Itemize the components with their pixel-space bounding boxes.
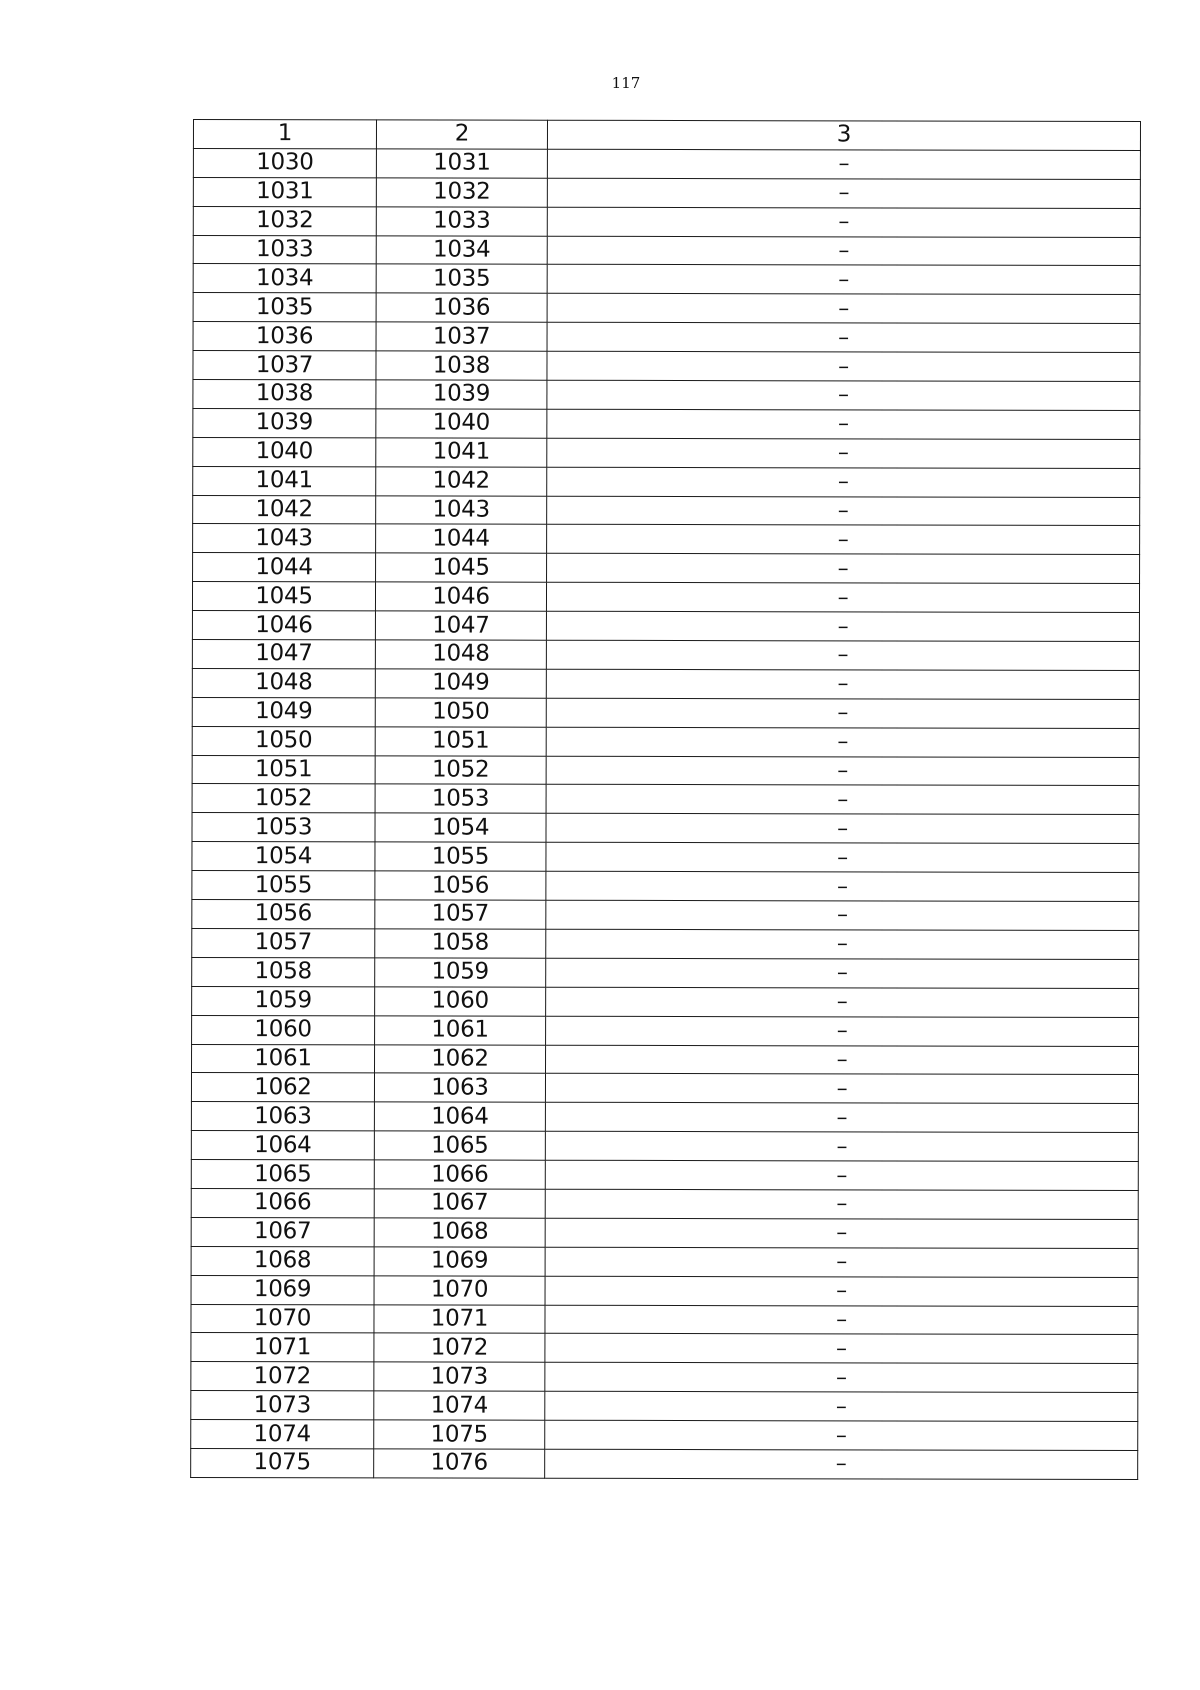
table-cell: – xyxy=(546,582,1139,612)
table-cell: 1070 xyxy=(191,1304,374,1333)
table-row xyxy=(193,322,1140,353)
table-cell: 1063 xyxy=(374,1073,545,1102)
table-cell: 1048 xyxy=(192,668,375,697)
table-cell: 1057 xyxy=(375,900,546,929)
table-row xyxy=(193,380,1140,411)
table-cell: 1030 xyxy=(193,148,376,177)
table-cell: 1064 xyxy=(374,1102,545,1131)
table-cell: 1045 xyxy=(192,582,375,611)
table-cell: – xyxy=(545,1305,1138,1335)
table-cell: – xyxy=(545,1334,1138,1364)
table-row xyxy=(192,697,1139,728)
table-cell: 1070 xyxy=(374,1276,545,1305)
table-cell: 1071 xyxy=(191,1333,374,1362)
table-row xyxy=(192,1015,1139,1046)
table-cell: 1059 xyxy=(192,986,375,1015)
table-cell: – xyxy=(547,467,1140,497)
table-cell: – xyxy=(545,1103,1138,1133)
table-row xyxy=(192,611,1139,642)
table-cell: – xyxy=(547,438,1140,468)
table-cell: 1031 xyxy=(193,177,376,206)
table-cell: – xyxy=(547,149,1140,179)
table-cell: 1046 xyxy=(375,582,546,611)
table-cell: 1069 xyxy=(374,1247,545,1276)
table-cell: 1059 xyxy=(375,958,546,987)
table-cell: – xyxy=(547,322,1140,352)
table-row xyxy=(192,957,1139,988)
table-cell: – xyxy=(547,294,1140,324)
table-cell: – xyxy=(545,1160,1138,1190)
table-cell: 1074 xyxy=(191,1420,374,1449)
table-cell: 1038 xyxy=(376,351,547,380)
table-cell: – xyxy=(546,900,1139,930)
table-row xyxy=(193,293,1140,324)
table-cell: 1053 xyxy=(375,784,546,813)
table-cell: – xyxy=(545,1074,1138,1104)
table-row xyxy=(193,437,1140,468)
table-cell: 1053 xyxy=(192,813,375,842)
table-cell: – xyxy=(546,843,1139,873)
table-cell: 1066 xyxy=(374,1160,545,1189)
table-cell: – xyxy=(546,669,1139,699)
table-cell: 1063 xyxy=(191,1102,374,1131)
table-cell: 1034 xyxy=(193,264,376,293)
table-row xyxy=(192,1044,1139,1075)
table-cell: 1036 xyxy=(376,293,547,322)
table-cell: 1051 xyxy=(192,755,375,784)
table-cell: 1039 xyxy=(376,380,547,409)
table-cell: 1036 xyxy=(193,322,376,351)
table-cell: 1052 xyxy=(375,755,546,784)
table-row xyxy=(191,1304,1138,1335)
table-cell: – xyxy=(545,1218,1138,1248)
table-row xyxy=(193,408,1140,439)
table-cell: 1033 xyxy=(193,235,376,264)
table-cell: 1044 xyxy=(193,553,376,582)
table-cell: 1041 xyxy=(376,438,547,467)
table-cell: 1064 xyxy=(191,1131,374,1160)
table-cell: – xyxy=(547,496,1140,526)
table-cell: – xyxy=(547,351,1140,381)
table-cell: 1065 xyxy=(374,1131,545,1160)
table-cell: – xyxy=(545,1420,1138,1450)
table-cell: – xyxy=(546,814,1139,844)
table-cell: – xyxy=(545,1276,1138,1306)
table-row xyxy=(191,1275,1138,1306)
table-cell: 1060 xyxy=(192,1015,375,1044)
table-cell: 1044 xyxy=(376,524,547,553)
table-cell: – xyxy=(545,1131,1138,1161)
table-row xyxy=(193,466,1140,497)
column-header: 3 xyxy=(547,120,1140,150)
table-cell: 1068 xyxy=(374,1218,545,1247)
table-row xyxy=(192,871,1139,902)
table-cell: 1076 xyxy=(374,1449,545,1478)
table-cell: 1060 xyxy=(375,987,546,1016)
table-row xyxy=(192,928,1139,959)
table-cell: – xyxy=(546,611,1139,641)
table-cell: 1032 xyxy=(376,178,547,207)
table-cell: – xyxy=(547,525,1140,555)
table-cell: – xyxy=(547,380,1140,410)
table-cell: 1041 xyxy=(193,466,376,495)
table-cell: – xyxy=(546,756,1139,786)
table-cell: – xyxy=(545,1391,1138,1421)
table-cell: 1057 xyxy=(192,928,375,957)
table-cell: 1049 xyxy=(375,669,546,698)
table-cell: 1061 xyxy=(192,1044,375,1073)
table-cell: 1069 xyxy=(191,1275,374,1304)
table-row xyxy=(191,1131,1138,1162)
table-cell: 1058 xyxy=(375,929,546,958)
table-cell: – xyxy=(547,554,1140,584)
table-cell: – xyxy=(546,871,1139,901)
table-cell: 1055 xyxy=(192,871,375,900)
table-cell: 1074 xyxy=(374,1391,545,1420)
table-cell: 1068 xyxy=(191,1246,374,1275)
table-row xyxy=(191,1362,1138,1393)
table-cell: – xyxy=(545,1363,1138,1393)
table-cell: – xyxy=(546,987,1139,1017)
table-cell: – xyxy=(545,1189,1138,1219)
table-cell: 1040 xyxy=(193,437,376,466)
table-cell: – xyxy=(545,1247,1138,1277)
table-row xyxy=(193,177,1140,208)
table-cell: 1038 xyxy=(193,380,376,409)
table-cell: – xyxy=(546,1045,1139,1075)
table-cell: 1033 xyxy=(376,207,547,236)
table-cell: 1065 xyxy=(191,1160,374,1189)
table-cell: 1054 xyxy=(192,842,375,871)
table-cell: 1046 xyxy=(192,611,375,640)
table-cell: 1031 xyxy=(376,149,547,178)
table-cell: 1072 xyxy=(191,1362,374,1391)
table-cell: 1071 xyxy=(374,1304,545,1333)
table-row xyxy=(191,1102,1138,1133)
table-cell: – xyxy=(547,409,1140,439)
table-row xyxy=(192,582,1139,613)
table-row xyxy=(192,755,1139,786)
table-cell: 1075 xyxy=(374,1420,545,1449)
table-cell: – xyxy=(547,236,1140,266)
table-cell: 1056 xyxy=(375,871,546,900)
column-header: 1 xyxy=(193,120,376,149)
table-cell: – xyxy=(547,178,1140,208)
table-cell: 1035 xyxy=(193,293,376,322)
table-cell: – xyxy=(546,929,1139,959)
table-row xyxy=(191,1217,1138,1248)
table-cell: 1062 xyxy=(191,1073,374,1102)
table-cell: 1054 xyxy=(375,813,546,842)
table-cell: – xyxy=(546,958,1139,988)
table-row xyxy=(193,553,1140,584)
table-cell: 1052 xyxy=(192,784,375,813)
table-cell: 1035 xyxy=(376,264,547,293)
table-row xyxy=(193,351,1140,382)
table-row xyxy=(191,1160,1138,1191)
table-cell: 1040 xyxy=(376,409,547,438)
table-cell: 1049 xyxy=(192,697,375,726)
table-cell: – xyxy=(546,640,1139,670)
table-row xyxy=(191,1391,1138,1422)
table-cell: 1043 xyxy=(193,524,376,553)
table-row xyxy=(192,640,1139,671)
table-row xyxy=(191,1448,1138,1479)
table-cell: 1034 xyxy=(376,235,547,264)
table-cell: 1042 xyxy=(376,467,547,496)
table-cell: 1058 xyxy=(192,957,375,986)
data-table xyxy=(190,119,1141,1480)
table-row xyxy=(191,1420,1138,1451)
table-cell: 1050 xyxy=(192,726,375,755)
table-cell: 1067 xyxy=(191,1217,374,1246)
table-row xyxy=(193,235,1140,266)
table-cell: 1050 xyxy=(375,698,546,727)
table-cell: – xyxy=(545,1449,1138,1479)
table-row xyxy=(192,842,1139,873)
table-cell: – xyxy=(546,785,1139,815)
table-row xyxy=(191,1073,1138,1104)
table-cell: 1072 xyxy=(374,1333,545,1362)
table-cell: 1075 xyxy=(191,1448,374,1477)
page-number: 117 xyxy=(611,74,641,92)
table-row xyxy=(191,1246,1138,1277)
table-header-row xyxy=(193,120,1140,151)
table-cell: 1047 xyxy=(375,611,546,640)
table-cell: 1037 xyxy=(376,322,547,351)
table-row xyxy=(192,813,1139,844)
table-body xyxy=(191,120,1141,1480)
table-row xyxy=(191,1333,1138,1364)
table-row xyxy=(192,668,1139,699)
table-cell: 1043 xyxy=(376,495,547,524)
column-header: 2 xyxy=(376,120,547,149)
table-cell: – xyxy=(546,698,1139,728)
table-cell: – xyxy=(547,265,1140,295)
table-row xyxy=(193,495,1140,526)
table-row xyxy=(192,784,1139,815)
table-cell: – xyxy=(546,1016,1139,1046)
table-row xyxy=(193,264,1140,295)
table-cell: 1056 xyxy=(192,900,375,929)
table-cell: 1032 xyxy=(193,206,376,235)
table-cell: 1061 xyxy=(375,1015,546,1044)
table-cell: 1039 xyxy=(193,408,376,437)
table-cell: 1051 xyxy=(375,727,546,756)
table-row xyxy=(193,524,1140,555)
table-cell: 1037 xyxy=(193,351,376,380)
table-row xyxy=(192,900,1139,931)
table-cell: 1042 xyxy=(193,495,376,524)
table-row xyxy=(193,206,1140,237)
table-cell: 1066 xyxy=(191,1188,374,1217)
table-cell: – xyxy=(547,207,1140,237)
table-row xyxy=(193,148,1140,179)
table-cell: 1067 xyxy=(374,1189,545,1218)
table-row xyxy=(191,1188,1138,1219)
table-cell: 1047 xyxy=(192,640,375,669)
table-cell: 1055 xyxy=(375,842,546,871)
table-row xyxy=(192,726,1139,757)
table-cell: – xyxy=(546,727,1139,757)
table-cell: 1045 xyxy=(376,553,547,582)
table-cell: 1073 xyxy=(374,1362,545,1391)
table-cell: 1048 xyxy=(375,640,546,669)
table-row xyxy=(192,986,1139,1017)
table-cell: 1062 xyxy=(375,1044,546,1073)
table-cell: 1073 xyxy=(191,1391,374,1420)
